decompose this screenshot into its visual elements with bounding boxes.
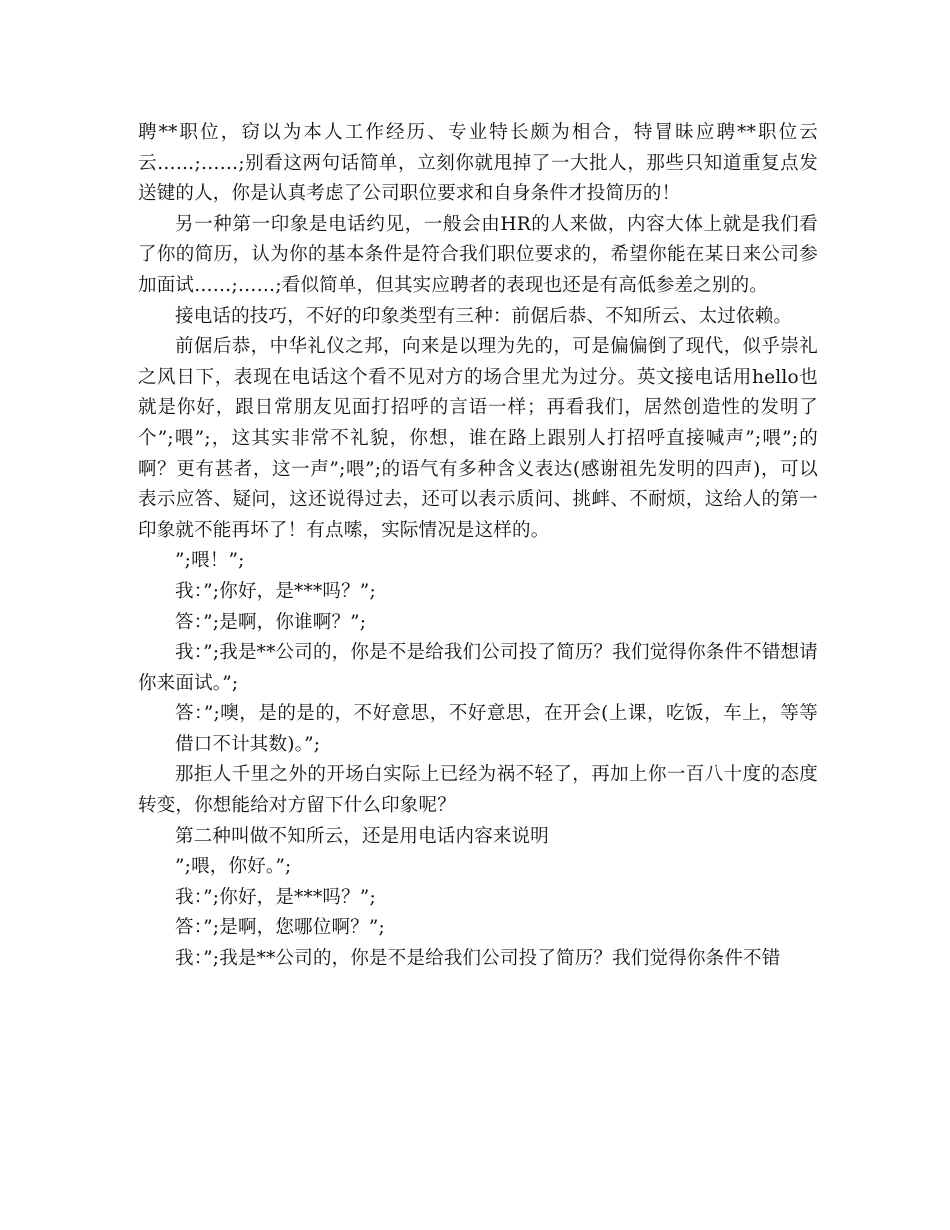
dialogue-line: 我：”;你好，是***吗？”;: [175, 886, 376, 908]
paragraph: 前倨后恭，中华礼仪之邦，向来是以理为先的，可是偏偏倒了现代，似乎崇礼之风日下，表现在电话这个看不见对方的场合里尤为过分。英文接电话用hello也就是你好，跟日常朋友见面打招呼的言语一样；再看我们，居然创造性的发明了个”;喂”;，这其实非常不礼貌，你想，谁在路上跟别人打招呼直接喊声”;喂”;的啊？更有甚者，这一声”;喂”;的语气有多种含义表达(感谢祖先发明的四声)，可以表示应答、疑问，这还说得过去，还可以表示质问、挑衅、不耐烦，这给人的第一印象就不能再坏了！有点嗦，实际情况是这样的。: [138, 336, 818, 541]
dialogue-line: 答：”;是啊，你谁啊？”;: [175, 611, 367, 633]
dialogue-line: 答：”;是啊，您哪位啊？”;: [175, 917, 385, 939]
paragraph: 另一种第一印象是电话约见，一般会由HR的人来做，内容大体上就是我们看了你的简历，认为你的基本条件是符合我们职位要求的，希望你能在某日来公司参加面试……;……;看似简单，但其实应聘者的表现也还是有高低参差之别的。: [138, 213, 818, 296]
dialogue-line: 答：”;噢，是的是的，不好意思，不好意思，在开会(上课，吃饭，车上，等等借口不计其数)。”;: [175, 703, 818, 755]
dialogue-line: 我：”;你好，是***吗？”;: [175, 580, 376, 602]
paragraph: 第二种叫做不知所云，还是用电话内容来说明: [175, 825, 550, 847]
paragraph: 那拒人千里之外的开场白实际上已经为祸不轻了，再加上你一百八十度的态度转变，你想能给对方留下什么印象呢？: [138, 764, 818, 817]
dialogue-line: ”;喂！”;: [175, 550, 245, 572]
dialogue-line: ”;喂，你好。”;: [175, 856, 292, 878]
paragraph: 接电话的技巧，不好的印象类型有三种：前倨后恭、不知所云、太过依赖。: [175, 305, 793, 327]
dialogue-line: 我：”;我是**公司的，你是不是给我们公司投了简历？我们觉得你条件不错想请你来面试。”;: [138, 642, 818, 694]
body-text: [138, 118, 818, 975]
dialogue-line: 我：”;我是**公司的，你是不是给我们公司投了简历？我们觉得你条件不错: [175, 948, 781, 970]
paragraph: 聘**职位，窃以为本人工作经历、专业特长颇为相合，特冒昧应聘**职位云云……;……;别看这两句话简单，立刻你就甩掉了一大批人，那些只知道重复点发送键的人，你是认真考虑了公司职位要求和自身条件才投简历的！: [138, 122, 818, 205]
